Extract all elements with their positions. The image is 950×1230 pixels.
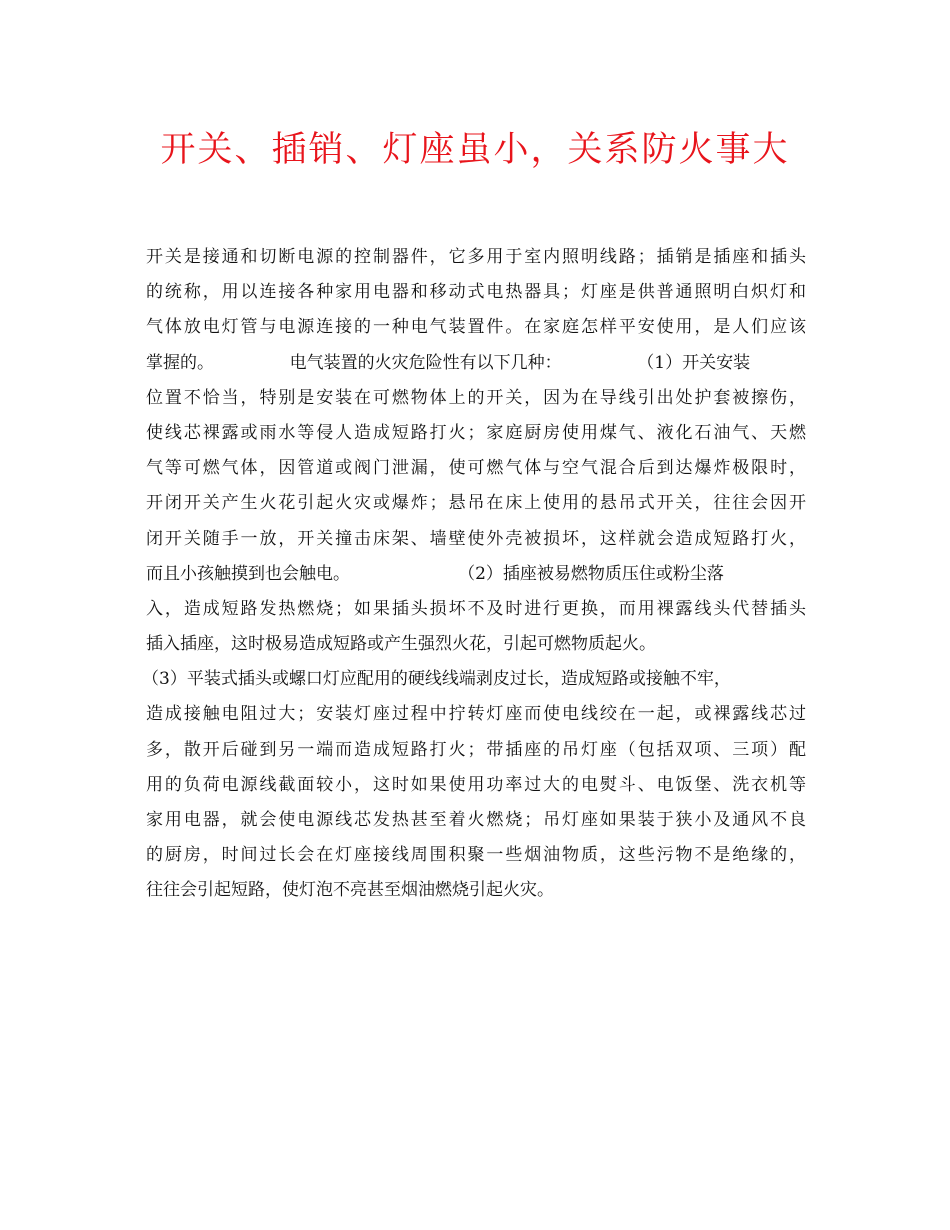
body-line: 开闭开关产生火花引起火灾或爆炸；悬吊在床上使用的悬吊式开关，往往会因开 <box>146 493 806 514</box>
body-line: 闭开关随手一放，开关撞击床架、墙壁使外壳被损坏，这样就会造成短路打火， <box>146 528 806 549</box>
body-line: 入，造成短路发热燃烧；如果插头损坏不及时进行更换，而用裸露线头代替插头 <box>146 598 806 619</box>
document-body <box>142 240 806 909</box>
body-line: （3）平装式插头或螺口灯应配用的硬线线端剥皮过长，造成短路或接触不牢， <box>142 669 731 690</box>
body-line: 位置不恰当，特别是安装在可燃物体上的开关，因为在导线引出处护套被擦伤， <box>146 387 806 408</box>
body-line: 气等可燃气体，因管道或阀门泄漏，使可燃气体与空气混合后到达爆炸极限时， <box>146 458 806 479</box>
body-line: 造成接触电阻过大；安装灯座过程中拧转灯座而使电线绞在一起，或裸露线芯过 <box>146 704 806 725</box>
body-line: 的统称，用以连接各种家用电器和移动式电热器具；灯座是供普通照明白炽灯和 <box>146 282 806 303</box>
document-title: 开关、插销、灯座虽小，关系防火事大 <box>160 130 790 170</box>
body-line: 气体放电灯管与电源连接的一种电气装置件。在家庭怎样平安使用，是人们应该 <box>146 317 806 338</box>
body-line: 家用电器，就会使电源线芯发热甚至着火燃烧；吊灯座如果装于狭小及通风不良 <box>146 810 806 830</box>
body-line: 多，散开后碰到另一端而造成短路打火；带插座的吊灯座（包括双项、三项）配 <box>146 739 806 760</box>
body-line: 开关是接通和切断电源的控制器件，它多用于室内照明线路；插销是插座和插头 <box>146 247 806 267</box>
body-line: 的厨房，时间过长会在灯座接线周围积聚一些烟油物质，这些污物不是绝缘的， <box>146 845 806 866</box>
body-line: 插入插座，这时极易造成短路或产生强烈火花，引起可燃物质起火。 <box>146 634 656 655</box>
body-line: 而且小孩触摸到也会触电。 （2）插座被易燃物质压住或粉尘落 <box>146 563 724 584</box>
body-line: 往往会引起短路，使灯泡不亮甚至烟油燃烧引起火灾。 <box>146 880 554 901</box>
body-line: 用的负荷电源线截面较小，这时如果使用功率过大的电熨斗、电饭堡、洗衣机等 <box>146 774 806 795</box>
body-line: 掌握的。 电气装置的火灾危险性有以下几种： （1）开关安装 <box>146 352 751 373</box>
body-line: 使线芯裸露或雨水等侵人造成短路打火；家庭厨房使用煤气、液化石油气、天燃 <box>146 422 806 443</box>
